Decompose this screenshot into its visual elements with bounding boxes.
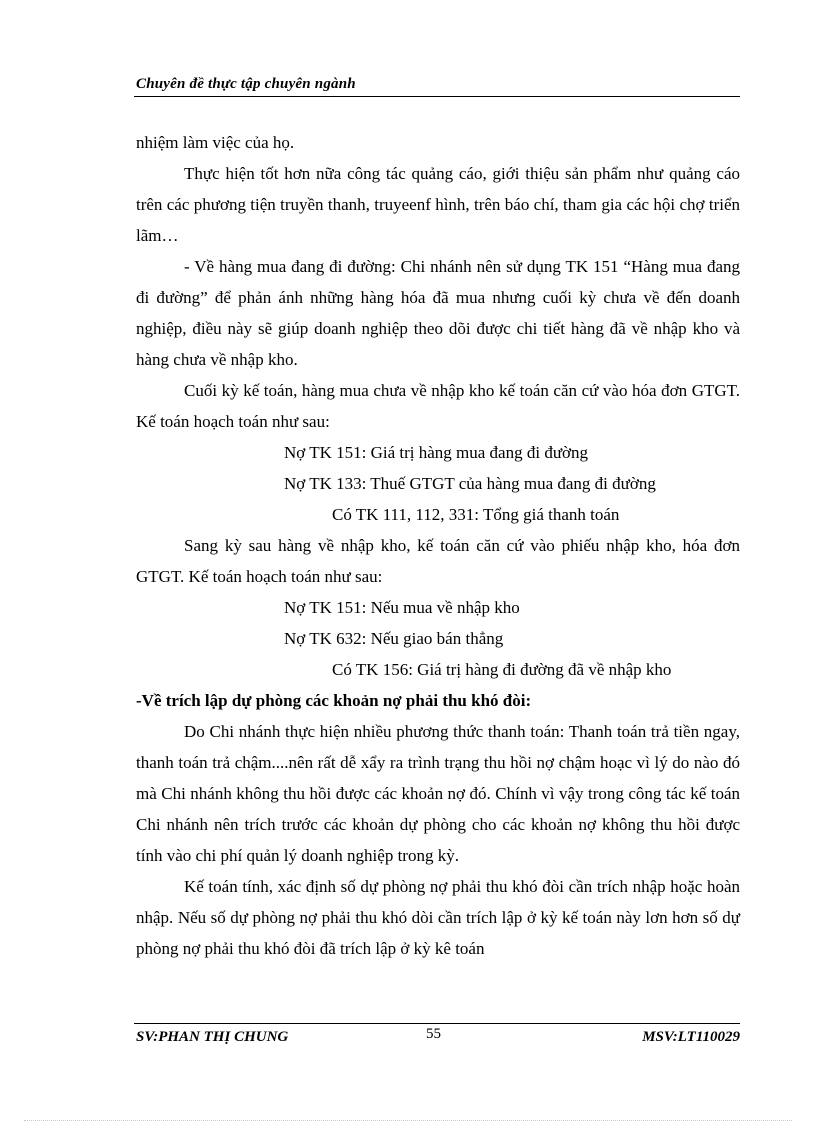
journal-entry-3: Có TK 111, 112, 331: Tổng giá thanh toán <box>332 505 620 524</box>
journal-entry-1: Nợ TK 151: Giá trị hàng mua đang đi đường <box>284 443 589 462</box>
paragraph-7: Kế toán tính, xác định số dự phòng nợ phải thu khó đòi cần trích nhập hoặc hoàn nhập. Nếu số dự phòng nợ phải thu khó dòi cần trích lập ở kỳ kế toán này lơn hơn số dự phòng nợ phải thu khó đòi đã trích lập ở kỳ kê toán <box>136 877 740 958</box>
section-heading: -Về trích lập dự phòng các khoản nợ phải thu khó đòi: <box>136 691 532 710</box>
page-bottom-edge <box>24 1120 792 1121</box>
journal-entry-2: Nợ TK 133: Thuế GTGT của hàng mua đang đi đường <box>284 474 656 493</box>
journal-entry-4: Nợ TK 151: Nếu mua về nhập kho <box>284 598 520 617</box>
paragraph-2: Thực hiện tốt hơn nữa công tác quảng cáo, giới thiệu sản phẩm như quảng cáo trên các phương tiện truyền thanh, truyeenf hình, trên báo chí, tham gia các hội chợ triển lãm… <box>136 164 740 245</box>
running-header-title: Chuyên đề thực tập chuyên ngành <box>136 76 356 92</box>
paragraph-1: nhiệm làm việc của họ. <box>136 133 295 152</box>
footer-student-id: MSV:LT110029 <box>642 1029 740 1045</box>
paragraph-4: Cuối kỳ kế toán, hàng mua chưa về nhập kho kế toán căn cứ vào hóa đơn GTGT. Kế toán hoạch toán như sau: <box>136 381 740 431</box>
paragraph-3: - Về hàng mua đang đi đường: Chi nhánh nên sử dụng TK 151 “Hàng mua đang đi đường” để phản ánh những hàng hóa đã mua nhưng cuối kỳ chưa về đến doanh nghiệp, điều này sẽ giúp doanh nghiệp theo dõi được chi tiết hàng đã về nhập kho và hàng chưa về nhập kho. <box>136 257 740 369</box>
body-text <box>136 127 740 964</box>
footer-divider <box>134 1023 740 1024</box>
paragraph-5: Sang kỳ sau hàng về nhập kho, kế toán căn cứ vào phiếu nhập kho, hóa đơn GTGT. Kế toán hoạch toán như sau: <box>136 536 740 586</box>
header-divider <box>134 96 740 97</box>
paragraph-6: Do Chi nhánh thực hiện nhiều phương thức thanh toán: Thanh toán trả tiền ngay, thanh toán trả chậm....nên rất dễ xẩy ra trình trạng thu hồi nợ chậm hoạc vì lý do nào đó mà Chi nhánh không thu hồi được các khoản nợ đó. Chính vì vậy trong công tác kế toán Chi nhánh nên trích trước các khoản dự phòng cho các khoản nợ không thu hồi được tính vào chi phí quản lý doanh nghiệp trong kỳ. <box>136 722 740 865</box>
journal-entry-6: Có TK 156: Giá trị hàng đi đường đã về nhập kho <box>332 660 672 679</box>
footer-page-number: 55 <box>426 1026 441 1042</box>
footer-student-name: SV:PHAN THỊ CHUNG <box>136 1029 289 1045</box>
journal-entry-5: Nợ TK 632: Nếu giao bán thẳng <box>284 629 504 648</box>
